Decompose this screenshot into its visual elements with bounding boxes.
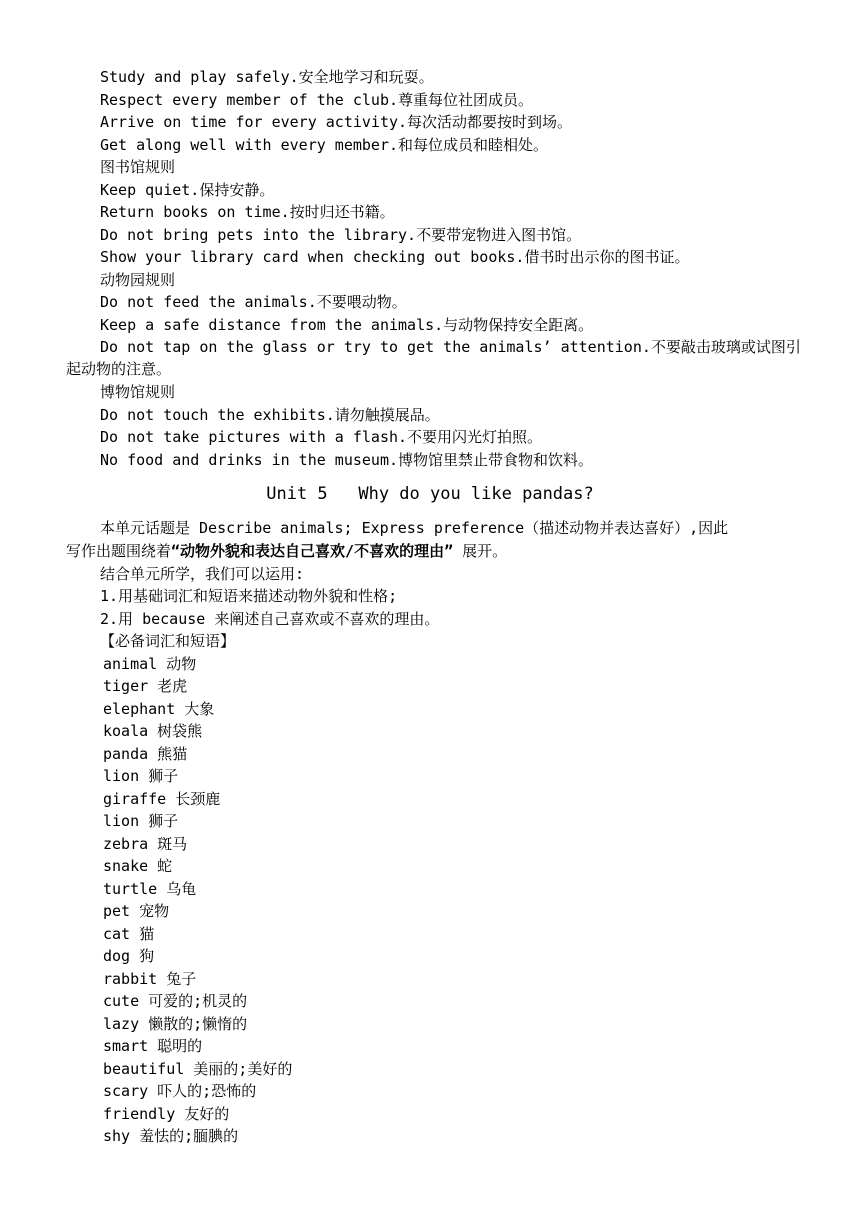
vocab-item: koala 树袋熊 — [103, 722, 203, 740]
intro-prefix: 写作出题围绕着 — [66, 542, 172, 560]
library-rules-heading: 图书馆规则 — [100, 158, 176, 176]
library-rule-line: Do not bring pets into the library.不要带宠物进入图书馆。 — [100, 226, 582, 244]
zoo-rule-line: Do not tap on the glass or try to get the animals’ attention.不要敲击玻璃或试图引 — [100, 338, 801, 356]
vocab-item: rabbit 兔子 — [103, 970, 197, 988]
unit-intro-line-continued — [66, 541, 507, 561]
vocab-item: cat 猫 — [103, 925, 155, 943]
library-rule-line: Keep quiet.保持安静。 — [100, 181, 275, 199]
zoo-rules-heading: 动物园规则 — [100, 271, 176, 289]
club-rule-line: Arrive on time for every activity.每次活动都要按时到场。 — [100, 113, 573, 131]
unit-title: Unit 5 Why do you like pandas? — [266, 484, 594, 504]
vocab-item: turtle 乌龟 — [103, 880, 197, 898]
vocab-item: animal 动物 — [103, 655, 197, 673]
intro-bold-phrase: “动物外貌和表达自己喜欢/不喜欢的理由” — [171, 542, 454, 560]
museum-rule-line: Do not touch the exhibits.请勿触摸展品。 — [100, 406, 440, 424]
vocab-item: cute 可爱的;机灵的 — [103, 992, 248, 1010]
apply-point: 1.用基础词汇和短语来描述动物外貌和性格; — [100, 587, 398, 605]
vocab-item: zebra 斑马 — [103, 835, 188, 853]
vocab-item: snake 蛇 — [103, 857, 173, 875]
zoo-rule-line: Keep a safe distance from the animals.与动物保持安全距离。 — [100, 316, 594, 334]
vocab-item: panda 熊猫 — [103, 745, 188, 763]
zoo-rule-line: Do not feed the animals.不要喂动物。 — [100, 293, 407, 311]
museum-rule-line: No food and drinks in the museum.博物馆里禁止带食物和饮料。 — [100, 451, 594, 469]
vocab-item: dog 狗 — [103, 947, 155, 965]
museum-rules-heading: 博物馆规则 — [100, 383, 176, 401]
vocab-item: lion 狮子 — [103, 812, 179, 830]
intro-suffix: 展开。 — [453, 542, 508, 560]
vocab-item: beautiful 美丽的;美好的 — [103, 1060, 293, 1078]
museum-rule-line: Do not take pictures with a flash.不要用闪光灯拍照。 — [100, 428, 543, 446]
club-rule-line: Get along well with every member.和每位成员和睦相处。 — [100, 136, 549, 154]
vocab-item: tiger 老虎 — [103, 677, 188, 695]
club-rule-line: Study and play safely.安全地学习和玩耍。 — [100, 68, 434, 86]
vocab-item: elephant 大象 — [103, 700, 215, 718]
vocab-item: scary 吓人的;恐怖的 — [103, 1082, 257, 1100]
vocab-item: smart 聪明的 — [103, 1037, 203, 1055]
apply-point: 2.用 because 来阐述自己喜欢或不喜欢的理由。 — [100, 610, 440, 628]
vocab-item: giraffe 长颈鹿 — [103, 790, 221, 808]
apply-intro: 结合单元所学，我们可以运用: — [100, 565, 305, 583]
vocab-item: lazy 懒散的;懒惰的 — [103, 1015, 248, 1033]
club-rule-line: Respect every member of the club.尊重每位社团成员。 — [100, 91, 534, 109]
zoo-rule-line-continued: 起动物的注意。 — [66, 360, 172, 378]
unit-intro-line: 本单元话题是 Describe animals; Express preference（描述动物并表达喜好）,因此 — [100, 519, 729, 537]
vocab-item: friendly 友好的 — [103, 1105, 230, 1123]
vocab-item: lion 狮子 — [103, 767, 179, 785]
library-rule-line: Return books on time.按时归还书籍。 — [100, 203, 395, 221]
vocab-item: shy 羞怯的;腼腆的 — [103, 1127, 239, 1145]
vocab-heading: 【必备词汇和短语】 — [100, 632, 236, 650]
vocab-item: pet 宠物 — [103, 902, 170, 920]
library-rule-line: Show your library card when checking out books.借书时出示你的图书证。 — [100, 248, 690, 266]
